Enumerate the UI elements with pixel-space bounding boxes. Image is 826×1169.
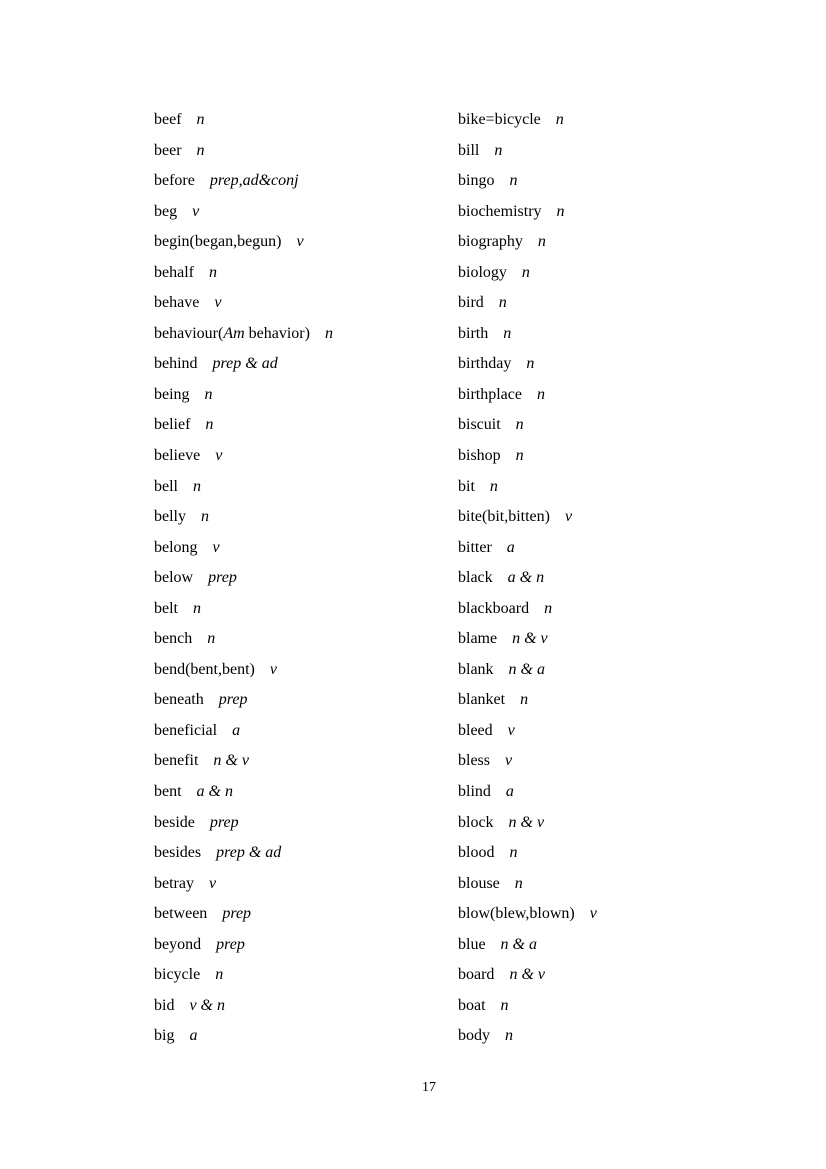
part-of-speech-tag: n xyxy=(204,385,213,403)
part-of-speech-tag: n xyxy=(324,324,333,342)
word-text: begin(began,begun) xyxy=(154,233,282,251)
part-of-speech-tag: prep,ad&conj xyxy=(209,172,299,190)
word-list-column-right xyxy=(458,105,597,1052)
word-text: blouse xyxy=(458,874,500,892)
word-text: blank xyxy=(458,660,494,678)
word-entry xyxy=(458,685,597,716)
word-entry xyxy=(154,930,333,961)
word-entry xyxy=(154,472,333,503)
part-of-speech-tag: n xyxy=(515,416,524,434)
part-of-speech-tag: v xyxy=(507,721,515,739)
word-text: blackboard xyxy=(458,599,530,617)
word-text: behind xyxy=(154,355,198,373)
word-entry xyxy=(458,410,597,441)
part-of-speech-tag: n & a xyxy=(500,935,537,953)
word-entry xyxy=(154,502,333,533)
part-of-speech-tag: a xyxy=(505,783,514,801)
word-entry xyxy=(154,899,333,930)
word-text: behalf xyxy=(154,263,194,281)
part-of-speech-tag: n & v xyxy=(509,966,545,984)
word-text: beer xyxy=(154,141,182,159)
word-text: bend(bent,bent) xyxy=(154,660,255,678)
word-entry xyxy=(154,349,333,380)
part-of-speech-tag: n xyxy=(494,141,503,159)
word-entry xyxy=(154,594,333,625)
word-text: blow(blew,blown) xyxy=(458,905,575,923)
part-of-speech-tag: prep xyxy=(218,691,248,709)
word-entry xyxy=(458,472,597,503)
word-entry xyxy=(458,991,597,1022)
word-entry xyxy=(154,136,333,167)
part-of-speech-tag: a & n xyxy=(196,783,233,801)
word-text: bench xyxy=(154,630,193,648)
word-entry xyxy=(154,105,333,136)
part-of-speech-tag: n xyxy=(555,111,564,128)
part-of-speech-tag: prep & ad xyxy=(216,844,282,862)
word-text: bite(bit,bitten) xyxy=(458,508,550,526)
word-entry xyxy=(458,166,597,197)
word-text: beyond xyxy=(154,935,202,953)
word-entry xyxy=(458,655,597,686)
word-text: birthday xyxy=(458,355,512,373)
word-text: big xyxy=(154,1027,175,1045)
word-text: bill xyxy=(458,141,480,159)
word-entry xyxy=(154,197,333,228)
part-of-speech-tag: n xyxy=(498,294,507,312)
word-text: before xyxy=(154,172,195,190)
word-text: bid xyxy=(154,996,175,1014)
word-entry xyxy=(154,410,333,441)
word-text: boat xyxy=(458,996,486,1014)
part-of-speech-tag: n xyxy=(509,844,518,862)
word-entry xyxy=(154,991,333,1022)
part-of-speech-tag: v xyxy=(296,233,304,251)
word-entry xyxy=(458,838,597,869)
part-of-speech-tag: v xyxy=(214,294,222,312)
part-of-speech-tag: prep xyxy=(208,569,237,587)
word-text: bicycle xyxy=(154,966,201,984)
word-text: betray xyxy=(154,874,194,892)
word-text: behave xyxy=(154,294,200,312)
word-text: biology xyxy=(458,263,507,281)
word-text: belly xyxy=(154,508,186,526)
word-entry xyxy=(458,624,597,655)
word-text: blood xyxy=(458,844,495,862)
word-entry xyxy=(154,441,333,472)
page-number: 17 xyxy=(422,1080,436,1095)
word-entry xyxy=(154,258,333,289)
word-text: body xyxy=(458,1027,490,1045)
word-entry xyxy=(458,197,597,228)
word-text: blanket xyxy=(458,691,506,709)
word-entry xyxy=(154,1021,333,1052)
word-entry xyxy=(154,960,333,991)
word-text-segment: behaviour( xyxy=(154,324,224,342)
word-entry xyxy=(458,258,597,289)
part-of-speech-tag: n xyxy=(193,477,201,495)
word-list-column-left xyxy=(154,105,333,1052)
word-entry xyxy=(458,227,597,258)
part-of-speech-tag: n xyxy=(544,599,553,617)
part-of-speech-tag: n xyxy=(196,141,205,159)
part-of-speech-tag: n xyxy=(509,172,518,190)
part-of-speech-tag: v xyxy=(208,874,217,892)
word-entry xyxy=(154,685,333,716)
part-of-speech-tag: a & n xyxy=(507,569,545,587)
part-of-speech-tag: prep & ad xyxy=(212,355,278,373)
part-of-speech-tag: a xyxy=(506,538,515,556)
word-text: believe xyxy=(154,447,201,465)
part-of-speech-tag: a xyxy=(232,721,241,739)
part-of-speech-tag: n xyxy=(537,233,546,251)
part-of-speech-tag: v xyxy=(269,660,277,678)
word-text-italic-segment: Am xyxy=(223,324,245,342)
word-text: below xyxy=(154,569,194,587)
word-text: belt xyxy=(154,599,178,617)
word-entry xyxy=(458,136,597,167)
word-entry xyxy=(458,349,597,380)
word-text: bleed xyxy=(458,721,493,739)
word-text: being xyxy=(154,385,190,403)
word-entry xyxy=(154,227,333,258)
word-entry xyxy=(458,716,597,747)
word-text: black xyxy=(458,569,493,587)
word-entry xyxy=(154,838,333,869)
word-entry xyxy=(154,655,333,686)
word-entry xyxy=(154,777,333,808)
word-text: blame xyxy=(458,630,498,648)
part-of-speech-tag: prep xyxy=(216,935,245,953)
part-of-speech-tag: n xyxy=(208,263,217,281)
word-entry xyxy=(458,288,597,319)
word-text: belong xyxy=(154,538,198,556)
part-of-speech-tag: n xyxy=(193,599,201,617)
word-entry xyxy=(154,288,333,319)
part-of-speech-tag: a xyxy=(189,1027,198,1045)
part-of-speech-tag: n xyxy=(205,416,214,434)
word-text: biscuit xyxy=(458,416,501,434)
part-of-speech-tag: n xyxy=(207,630,216,648)
part-of-speech-tag: n xyxy=(201,508,209,526)
word-text: beside xyxy=(154,813,195,831)
part-of-speech-tag: n xyxy=(515,447,524,465)
word-text: bird xyxy=(458,294,484,312)
word-entry xyxy=(458,533,597,564)
word-text: block xyxy=(458,813,494,831)
word-entry xyxy=(154,563,333,594)
part-of-speech-tag: prep xyxy=(209,813,239,831)
word-text: besides xyxy=(154,844,202,862)
word-entry xyxy=(458,808,597,839)
part-of-speech-tag: n xyxy=(215,966,224,984)
part-of-speech-tag: n & v xyxy=(213,752,249,770)
part-of-speech-tag: v xyxy=(564,508,573,526)
word-text: biography xyxy=(458,233,523,251)
part-of-speech-tag: prep xyxy=(222,905,252,923)
word-entry xyxy=(458,777,597,808)
word-entry xyxy=(458,930,597,961)
word-entry xyxy=(154,808,333,839)
word-entry xyxy=(154,533,333,564)
part-of-speech-tag: n & a xyxy=(508,660,545,678)
word-text: bike=bicycle xyxy=(458,111,541,128)
part-of-speech-tag: v & n xyxy=(189,996,225,1014)
word-text: blind xyxy=(458,783,491,801)
word-entry xyxy=(458,960,597,991)
word-entry xyxy=(154,716,333,747)
word-text: blue xyxy=(458,935,486,953)
word-entry xyxy=(458,899,597,930)
word-text: bell xyxy=(154,477,178,495)
word-text: beef xyxy=(154,111,182,128)
word-text: between xyxy=(154,905,208,923)
word-entry xyxy=(154,869,333,900)
word-text: belief xyxy=(154,416,191,434)
word-text: beneficial xyxy=(154,721,218,739)
part-of-speech-tag: n xyxy=(503,324,512,342)
part-of-speech-tag: n xyxy=(196,111,205,128)
part-of-speech-tag: n & v xyxy=(512,630,548,648)
word-text: bishop xyxy=(458,447,501,465)
word-text: birthplace xyxy=(458,385,522,403)
word-entry xyxy=(154,746,333,777)
word-entry xyxy=(458,441,597,472)
word-entry xyxy=(458,105,597,136)
word-entry xyxy=(154,624,333,655)
part-of-speech-tag: n xyxy=(514,874,523,892)
part-of-speech-tag: v xyxy=(215,447,223,465)
part-of-speech-tag: n xyxy=(500,996,509,1014)
word-entry xyxy=(458,502,597,533)
word-text: board xyxy=(458,966,495,984)
word-text: bit xyxy=(458,477,475,495)
part-of-speech-tag: v xyxy=(505,752,513,770)
word-text: bingo xyxy=(458,172,495,190)
word-entry xyxy=(154,166,333,197)
word-text: bitter xyxy=(458,538,492,556)
part-of-speech-tag: n xyxy=(520,691,529,709)
word-text: bent xyxy=(154,783,182,801)
word-entry xyxy=(458,869,597,900)
word-text: bless xyxy=(458,752,490,770)
part-of-speech-tag: v xyxy=(192,202,200,220)
word-entry xyxy=(458,563,597,594)
part-of-speech-tag: n xyxy=(556,202,565,220)
word-text: beg xyxy=(154,202,178,220)
part-of-speech-tag: v xyxy=(589,905,597,923)
word-entry xyxy=(458,594,597,625)
part-of-speech-tag: n xyxy=(536,385,545,403)
word-entry xyxy=(154,380,333,411)
word-entry xyxy=(458,746,597,777)
part-of-speech-tag: n xyxy=(521,263,530,281)
part-of-speech-tag: n xyxy=(489,477,498,495)
word-text: birth xyxy=(458,324,489,342)
word-text: biochemistry xyxy=(458,202,542,220)
word-entry xyxy=(458,1021,597,1052)
word-text xyxy=(154,325,310,342)
part-of-speech-tag: n xyxy=(505,1027,513,1045)
part-of-speech-tag: v xyxy=(212,538,220,556)
part-of-speech-tag: n xyxy=(526,355,535,373)
word-entry xyxy=(458,380,597,411)
word-text: beneath xyxy=(154,691,204,709)
word-text: benefit xyxy=(154,752,199,770)
part-of-speech-tag: n & v xyxy=(508,813,545,831)
word-text-segment: behavior) xyxy=(244,324,310,342)
word-entry xyxy=(154,319,333,350)
word-entry xyxy=(458,319,597,350)
